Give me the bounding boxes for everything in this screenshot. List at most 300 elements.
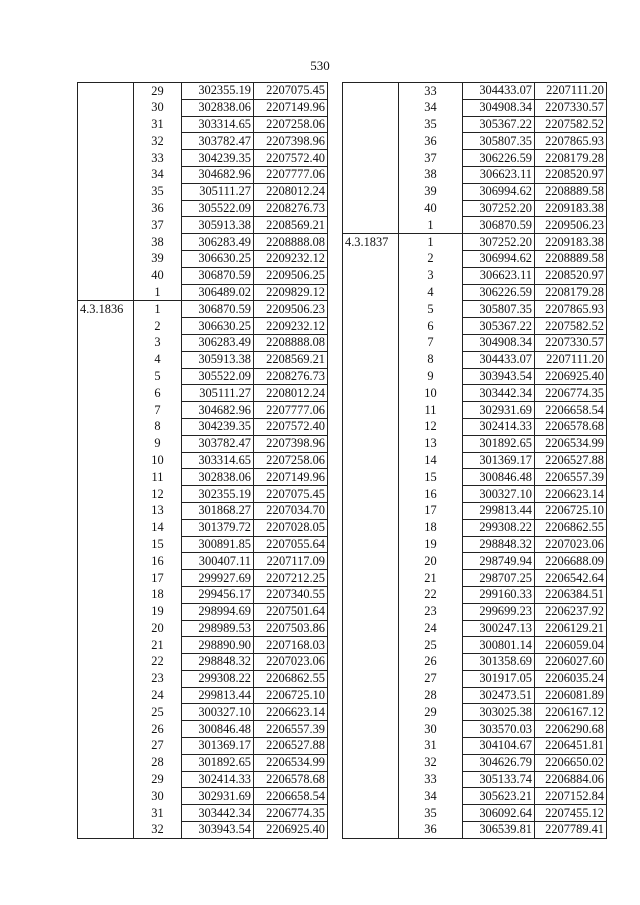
y-coordinate-cell: 2208276.73 <box>254 368 328 385</box>
point-number-cell: 1 <box>134 284 182 301</box>
table-row <box>343 620 607 637</box>
x-coordinate-cell: 306630.25 <box>182 250 254 267</box>
table-row <box>78 99 328 116</box>
point-number-cell: 31 <box>134 116 182 133</box>
y-coordinate-cell: 2206774.35 <box>535 385 607 402</box>
x-coordinate-cell: 304682.96 <box>182 402 254 419</box>
parcel-id-cell <box>78 654 134 671</box>
point-number-cell: 14 <box>399 452 463 469</box>
point-number-cell: 29 <box>134 771 182 788</box>
parcel-id-cell <box>343 183 399 200</box>
parcel-id-cell <box>343 822 399 839</box>
x-coordinate-cell: 303442.34 <box>463 385 535 402</box>
point-number-cell: 26 <box>399 654 463 671</box>
x-coordinate-cell: 305367.22 <box>463 116 535 133</box>
table-row <box>343 721 607 738</box>
y-coordinate-cell: 2208520.97 <box>535 166 607 183</box>
x-coordinate-cell: 302473.51 <box>463 687 535 704</box>
x-coordinate-cell: 307252.20 <box>463 234 535 251</box>
table-row <box>78 519 328 536</box>
parcel-id-cell <box>78 234 134 251</box>
x-coordinate-cell: 299813.44 <box>463 502 535 519</box>
table-row <box>78 267 328 284</box>
y-coordinate-cell: 2206862.55 <box>254 670 328 687</box>
table-row <box>78 586 328 603</box>
table-row <box>343 301 607 318</box>
table-row <box>78 637 328 654</box>
point-number-cell: 11 <box>134 469 182 486</box>
table-row <box>343 553 607 570</box>
y-coordinate-cell: 2209829.12 <box>254 284 328 301</box>
parcel-id-cell <box>343 452 399 469</box>
table-row <box>78 553 328 570</box>
point-number-cell: 12 <box>134 486 182 503</box>
point-number-cell: 19 <box>399 536 463 553</box>
x-coordinate-cell: 299308.22 <box>182 670 254 687</box>
y-coordinate-cell: 2206557.39 <box>535 469 607 486</box>
table-row <box>78 418 328 435</box>
table-row <box>343 637 607 654</box>
table-row <box>78 822 328 839</box>
y-coordinate-cell: 2208179.28 <box>535 284 607 301</box>
x-coordinate-cell: 301892.65 <box>463 435 535 452</box>
table-row <box>343 570 607 587</box>
y-coordinate-cell: 2208888.08 <box>254 334 328 351</box>
point-number-cell: 27 <box>134 738 182 755</box>
y-coordinate-cell: 2206384.51 <box>535 586 607 603</box>
y-coordinate-cell: 2206059.04 <box>535 637 607 654</box>
y-coordinate-cell: 2207777.06 <box>254 166 328 183</box>
x-coordinate-cell: 306283.49 <box>182 334 254 351</box>
table-row <box>343 704 607 721</box>
parcel-id-cell <box>78 452 134 469</box>
table-row <box>78 687 328 704</box>
y-coordinate-cell: 2208569.21 <box>254 351 328 368</box>
table-row <box>343 536 607 553</box>
parcel-id-cell <box>78 771 134 788</box>
x-coordinate-cell: 305111.27 <box>182 385 254 402</box>
x-coordinate-cell: 304433.07 <box>463 351 535 368</box>
x-coordinate-cell: 306870.59 <box>182 267 254 284</box>
parcel-id-cell <box>343 116 399 133</box>
parcel-id-cell <box>343 83 399 100</box>
point-number-cell: 16 <box>399 486 463 503</box>
y-coordinate-cell: 2207501.64 <box>254 603 328 620</box>
point-number-cell: 30 <box>134 99 182 116</box>
parcel-id-cell <box>343 166 399 183</box>
table-row <box>343 771 607 788</box>
table-row <box>78 721 328 738</box>
table-row <box>343 133 607 150</box>
parcel-id-cell <box>343 603 399 620</box>
table-row <box>343 654 607 671</box>
y-coordinate-cell: 2206623.14 <box>535 486 607 503</box>
y-coordinate-cell: 2207028.05 <box>254 519 328 536</box>
parcel-id-cell <box>78 570 134 587</box>
parcel-id-cell <box>343 284 399 301</box>
point-number-cell: 2 <box>134 318 182 335</box>
parcel-id-cell <box>343 301 399 318</box>
y-coordinate-cell: 2208889.58 <box>535 183 607 200</box>
point-number-cell: 39 <box>399 183 463 200</box>
y-coordinate-cell: 2208179.28 <box>535 150 607 167</box>
parcel-id-cell <box>343 570 399 587</box>
right-table-body <box>343 83 607 839</box>
parcel-id-cell <box>343 217 399 234</box>
x-coordinate-cell: 306623.11 <box>463 166 535 183</box>
y-coordinate-cell: 2206027.60 <box>535 654 607 671</box>
table-row <box>343 150 607 167</box>
right-coordinate-table <box>342 82 607 839</box>
parcel-id-cell <box>78 519 134 536</box>
point-number-cell: 7 <box>399 334 463 351</box>
y-coordinate-cell: 2206534.99 <box>535 435 607 452</box>
x-coordinate-cell: 300846.48 <box>182 721 254 738</box>
y-coordinate-cell: 2208276.73 <box>254 200 328 217</box>
table-row <box>78 486 328 503</box>
y-coordinate-cell: 2207168.03 <box>254 637 328 654</box>
parcel-id-cell <box>343 637 399 654</box>
y-coordinate-cell: 2207149.96 <box>254 99 328 116</box>
table-row <box>343 754 607 771</box>
x-coordinate-cell: 306870.59 <box>463 217 535 234</box>
point-number-cell: 20 <box>399 553 463 570</box>
x-coordinate-cell: 300327.10 <box>182 704 254 721</box>
table-row <box>78 738 328 755</box>
point-number-cell: 21 <box>399 570 463 587</box>
table-row <box>343 586 607 603</box>
point-number-cell: 37 <box>399 150 463 167</box>
x-coordinate-cell: 299813.44 <box>182 687 254 704</box>
y-coordinate-cell: 2206542.64 <box>535 570 607 587</box>
parcel-id-cell <box>343 519 399 536</box>
parcel-id-cell <box>343 469 399 486</box>
table-row <box>343 183 607 200</box>
table-row <box>343 116 607 133</box>
x-coordinate-cell: 301369.17 <box>182 738 254 755</box>
table-row <box>78 402 328 419</box>
y-coordinate-cell: 2207865.93 <box>535 301 607 318</box>
parcel-id-cell <box>78 704 134 721</box>
point-number-cell: 4 <box>399 284 463 301</box>
parcel-id-cell <box>343 334 399 351</box>
y-coordinate-cell: 2207117.09 <box>254 553 328 570</box>
parcel-id-cell <box>343 687 399 704</box>
table-row <box>78 654 328 671</box>
point-number-cell: 22 <box>134 654 182 671</box>
table-row <box>343 318 607 335</box>
table-row <box>343 822 607 839</box>
point-number-cell: 6 <box>399 318 463 335</box>
x-coordinate-cell: 302414.33 <box>463 418 535 435</box>
point-number-cell: 35 <box>399 805 463 822</box>
point-number-cell: 17 <box>134 570 182 587</box>
table-row <box>78 368 328 385</box>
table-row <box>343 402 607 419</box>
parcel-id-cell <box>78 150 134 167</box>
point-number-cell: 13 <box>399 435 463 452</box>
x-coordinate-cell: 303314.65 <box>182 116 254 133</box>
point-number-cell: 26 <box>134 721 182 738</box>
table-row <box>343 368 607 385</box>
parcel-id-cell <box>343 553 399 570</box>
parcel-id-cell <box>78 586 134 603</box>
table-row <box>78 183 328 200</box>
x-coordinate-cell: 298749.94 <box>463 553 535 570</box>
point-number-cell: 13 <box>134 502 182 519</box>
parcel-id-cell <box>343 402 399 419</box>
y-coordinate-cell: 2206578.68 <box>535 418 607 435</box>
x-coordinate-cell: 301369.17 <box>463 452 535 469</box>
point-number-cell: 11 <box>399 402 463 419</box>
x-coordinate-cell: 303943.54 <box>463 368 535 385</box>
table-row <box>78 166 328 183</box>
y-coordinate-cell: 2208012.24 <box>254 385 328 402</box>
table-row <box>343 267 607 284</box>
parcel-id-cell <box>78 822 134 839</box>
table-row <box>78 83 328 100</box>
y-coordinate-cell: 2206688.09 <box>535 553 607 570</box>
point-number-cell: 10 <box>134 452 182 469</box>
y-coordinate-cell: 2206237.92 <box>535 603 607 620</box>
parcel-id-cell <box>78 788 134 805</box>
y-coordinate-cell: 2207330.57 <box>535 99 607 116</box>
y-coordinate-cell: 2206725.10 <box>535 502 607 519</box>
parcel-id-cell <box>78 805 134 822</box>
y-coordinate-cell: 2207789.41 <box>535 822 607 839</box>
table-row <box>78 334 328 351</box>
point-number-cell: 33 <box>399 83 463 100</box>
y-coordinate-cell: 2207865.93 <box>535 133 607 150</box>
parcel-id-cell <box>78 183 134 200</box>
point-number-cell: 39 <box>134 250 182 267</box>
table-row <box>343 385 607 402</box>
x-coordinate-cell: 300407.11 <box>182 553 254 570</box>
parcel-id-cell <box>343 486 399 503</box>
point-number-cell: 7 <box>134 402 182 419</box>
table-row <box>78 217 328 234</box>
x-coordinate-cell: 299308.22 <box>463 519 535 536</box>
point-number-cell: 17 <box>399 502 463 519</box>
parcel-id-cell <box>78 754 134 771</box>
y-coordinate-cell: 2206451.81 <box>535 738 607 755</box>
x-coordinate-cell: 303442.34 <box>182 805 254 822</box>
y-coordinate-cell: 2209506.23 <box>535 217 607 234</box>
x-coordinate-cell: 305367.22 <box>463 318 535 335</box>
x-coordinate-cell: 302355.19 <box>182 486 254 503</box>
point-number-cell: 5 <box>399 301 463 318</box>
table-row <box>78 469 328 486</box>
table-row <box>343 200 607 217</box>
y-coordinate-cell: 2207055.64 <box>254 536 328 553</box>
table-row <box>343 351 607 368</box>
x-coordinate-cell: 305522.09 <box>182 200 254 217</box>
point-number-cell: 36 <box>399 133 463 150</box>
point-number-cell: 29 <box>134 83 182 100</box>
point-number-cell: 31 <box>399 738 463 755</box>
y-coordinate-cell: 2207777.06 <box>254 402 328 419</box>
point-number-cell: 1 <box>399 234 463 251</box>
x-coordinate-cell: 303570.03 <box>463 721 535 738</box>
x-coordinate-cell: 302414.33 <box>182 771 254 788</box>
x-coordinate-cell: 307252.20 <box>463 200 535 217</box>
point-number-cell: 10 <box>399 385 463 402</box>
parcel-id-cell <box>78 637 134 654</box>
y-coordinate-cell: 2208889.58 <box>535 250 607 267</box>
parcel-id-cell <box>78 738 134 755</box>
point-number-cell: 4 <box>134 351 182 368</box>
table-row <box>343 788 607 805</box>
parcel-id-cell <box>78 351 134 368</box>
parcel-id-cell <box>78 536 134 553</box>
table-row <box>343 738 607 755</box>
y-coordinate-cell: 2206081.89 <box>535 687 607 704</box>
x-coordinate-cell: 298707.25 <box>463 570 535 587</box>
y-coordinate-cell: 2207149.96 <box>254 469 328 486</box>
point-number-cell: 40 <box>399 200 463 217</box>
y-coordinate-cell: 2206557.39 <box>254 721 328 738</box>
y-coordinate-cell: 2207582.52 <box>535 318 607 335</box>
x-coordinate-cell: 300846.48 <box>463 469 535 486</box>
parcel-id-cell <box>343 536 399 553</box>
parcel-id-cell <box>343 133 399 150</box>
parcel-id-cell <box>78 318 134 335</box>
point-number-cell: 6 <box>134 385 182 402</box>
point-number-cell: 34 <box>399 788 463 805</box>
table-row <box>343 284 607 301</box>
point-number-cell: 32 <box>134 822 182 839</box>
point-number-cell: 1 <box>134 301 182 318</box>
y-coordinate-cell: 2209232.12 <box>254 318 328 335</box>
point-number-cell: 27 <box>399 670 463 687</box>
parcel-id-cell <box>78 200 134 217</box>
parcel-id-cell <box>343 670 399 687</box>
point-number-cell: 15 <box>134 536 182 553</box>
x-coordinate-cell: 302931.69 <box>182 788 254 805</box>
x-coordinate-cell: 303943.54 <box>182 822 254 839</box>
x-coordinate-cell: 306623.11 <box>463 267 535 284</box>
x-coordinate-cell: 300327.10 <box>463 486 535 503</box>
page-number: 530 <box>310 58 330 73</box>
table-row <box>78 116 328 133</box>
x-coordinate-cell: 301868.27 <box>182 502 254 519</box>
parcel-id-cell <box>78 116 134 133</box>
point-number-cell: 32 <box>134 133 182 150</box>
point-number-cell: 3 <box>134 334 182 351</box>
x-coordinate-cell: 306994.62 <box>463 183 535 200</box>
y-coordinate-cell: 2207258.06 <box>254 116 328 133</box>
point-number-cell: 18 <box>134 586 182 603</box>
x-coordinate-cell: 302838.06 <box>182 469 254 486</box>
y-coordinate-cell: 2207455.12 <box>535 805 607 822</box>
point-number-cell: 29 <box>399 704 463 721</box>
x-coordinate-cell: 306994.62 <box>463 250 535 267</box>
table-row <box>343 486 607 503</box>
table-row <box>78 788 328 805</box>
parcel-id-cell <box>78 721 134 738</box>
point-number-cell: 2 <box>399 250 463 267</box>
table-row <box>78 771 328 788</box>
left-table-body <box>78 83 328 839</box>
parcel-id-cell <box>78 99 134 116</box>
table-row <box>78 318 328 335</box>
y-coordinate-cell: 2206527.88 <box>535 452 607 469</box>
table-row <box>343 166 607 183</box>
x-coordinate-cell: 302355.19 <box>182 83 254 100</box>
parcel-id-cell <box>78 418 134 435</box>
parcel-id-cell <box>343 754 399 771</box>
point-number-cell: 15 <box>399 469 463 486</box>
table-row <box>343 435 607 452</box>
table-row <box>343 234 607 251</box>
y-coordinate-cell: 2207075.45 <box>254 486 328 503</box>
x-coordinate-cell: 304908.34 <box>463 99 535 116</box>
parcel-id-cell <box>78 217 134 234</box>
parcel-id-cell <box>78 250 134 267</box>
table-row <box>78 250 328 267</box>
x-coordinate-cell: 299160.33 <box>463 586 535 603</box>
y-coordinate-cell: 2206623.14 <box>254 704 328 721</box>
point-number-cell: 36 <box>134 200 182 217</box>
x-coordinate-cell: 301917.05 <box>463 670 535 687</box>
x-coordinate-cell: 298994.69 <box>182 603 254 620</box>
parcel-id-cell <box>343 150 399 167</box>
table-row <box>343 83 607 100</box>
table-row <box>343 502 607 519</box>
parcel-id-cell <box>78 620 134 637</box>
table-row <box>343 452 607 469</box>
parcel-id-cell: 4.3.1836 <box>78 301 134 318</box>
x-coordinate-cell: 300801.14 <box>463 637 535 654</box>
parcel-id-cell <box>78 687 134 704</box>
y-coordinate-cell: 2207340.55 <box>254 586 328 603</box>
table-row <box>78 536 328 553</box>
parcel-id-cell <box>343 721 399 738</box>
y-coordinate-cell: 2206534.99 <box>254 754 328 771</box>
y-coordinate-cell: 2206925.40 <box>254 822 328 839</box>
parcel-id-cell <box>343 704 399 721</box>
point-number-cell: 35 <box>134 183 182 200</box>
table-row <box>78 435 328 452</box>
x-coordinate-cell: 301379.72 <box>182 519 254 536</box>
x-coordinate-cell: 303782.47 <box>182 133 254 150</box>
x-coordinate-cell: 306092.64 <box>463 805 535 822</box>
point-number-cell: 12 <box>399 418 463 435</box>
parcel-id-cell <box>78 670 134 687</box>
y-coordinate-cell: 2206925.40 <box>535 368 607 385</box>
parcel-id-cell <box>78 603 134 620</box>
table-row <box>78 670 328 687</box>
x-coordinate-cell: 305807.35 <box>463 301 535 318</box>
parcel-id-cell <box>343 805 399 822</box>
point-number-cell: 28 <box>134 754 182 771</box>
y-coordinate-cell: 2207075.45 <box>254 83 328 100</box>
y-coordinate-cell: 2207258.06 <box>254 452 328 469</box>
x-coordinate-cell: 300891.85 <box>182 536 254 553</box>
x-coordinate-cell: 304104.67 <box>463 738 535 755</box>
parcel-id-cell <box>343 267 399 284</box>
parcel-id-cell <box>343 620 399 637</box>
y-coordinate-cell: 2209506.25 <box>254 267 328 284</box>
parcel-id-cell <box>343 99 399 116</box>
x-coordinate-cell: 306283.49 <box>182 234 254 251</box>
parcel-id-cell <box>78 385 134 402</box>
table-row <box>78 603 328 620</box>
x-coordinate-cell: 304433.07 <box>463 83 535 100</box>
point-number-cell: 32 <box>399 754 463 771</box>
parcel-id-cell <box>78 83 134 100</box>
y-coordinate-cell: 2207034.70 <box>254 502 328 519</box>
